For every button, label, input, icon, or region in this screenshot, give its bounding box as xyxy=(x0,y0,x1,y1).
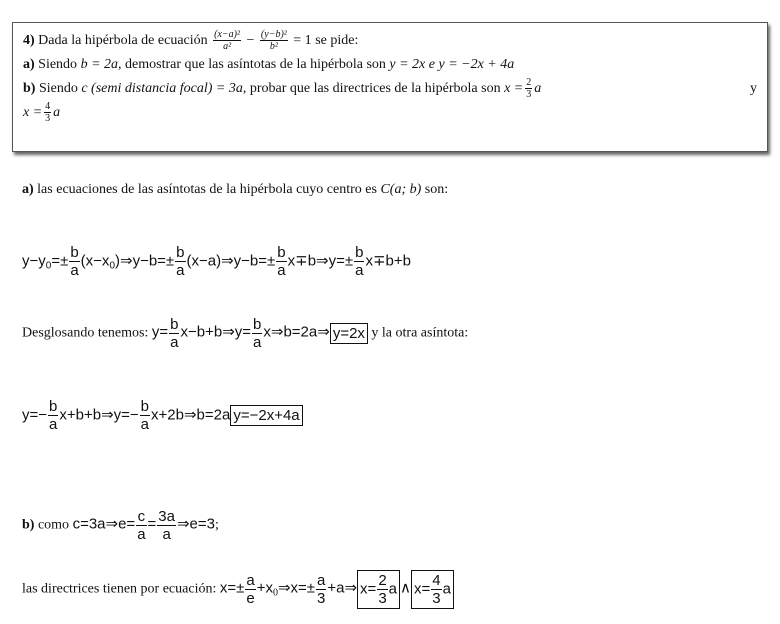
ecc-frac-1-den: a xyxy=(137,526,146,543)
asymptote-derivation-equation xyxy=(22,244,411,279)
eccentricity-line xyxy=(22,508,219,543)
directrix-2-pre: x = xyxy=(23,105,43,120)
directrix-1-post: a xyxy=(534,81,542,96)
eq1-frac-2-den: a xyxy=(176,262,185,279)
result-directrix-1 xyxy=(357,570,400,609)
eq-fraction-2 xyxy=(260,29,288,52)
ecc-frac-2-den: a xyxy=(162,526,171,543)
part-a-condition: b = 2a xyxy=(80,57,119,72)
dir-part-1: x=± xyxy=(219,579,245,597)
part-b-y: y xyxy=(750,81,757,96)
part-a-asymptote-1: y = 2x xyxy=(389,57,426,72)
ecc-frac-2-num: 3a xyxy=(158,508,175,525)
breakdown-frac-1-num: b xyxy=(170,316,179,333)
ecc-semicolon: ; xyxy=(215,517,219,533)
eq1-frac-2-num: b xyxy=(176,244,185,261)
eq3-frac-2 xyxy=(140,398,150,433)
eq1-part-6: x∓b⇒y=± xyxy=(287,252,354,270)
breakdown-frac-2-den: a xyxy=(253,334,262,351)
part-b-label: b) xyxy=(23,81,36,96)
eq1-frac-1-den: a xyxy=(70,262,79,279)
dir-sub-0: 0 xyxy=(272,587,278,599)
breakdown-part-1: y= xyxy=(151,323,169,341)
dir-part-2: +x xyxy=(256,579,273,597)
eq3-part-1: y=− xyxy=(22,406,48,424)
result-directrix-2-num: 4 xyxy=(432,572,441,589)
eq1-frac-4 xyxy=(354,244,364,279)
eq1-part-4: )⇒y−b=± xyxy=(115,252,175,270)
result-asymptote-2: y=−2x+4a xyxy=(230,405,302,426)
eq3-frac-2-num: b xyxy=(140,398,150,415)
directrix-1-num: 2 xyxy=(526,77,532,89)
dir-and: ∧ xyxy=(400,579,411,597)
directrix-1-den: 3 xyxy=(526,89,532,101)
eq1-part-7: x∓b+b xyxy=(365,252,411,270)
result-directrix-2-den: 3 xyxy=(432,590,441,607)
problem-number: 4) xyxy=(23,33,35,48)
solution-a-label: a) xyxy=(22,182,34,197)
breakdown-text: Desglosando tenemos: xyxy=(22,325,149,341)
eq-fraction-1-den: a² xyxy=(223,41,232,53)
eq3-frac-2-den: a xyxy=(140,416,150,433)
breakdown-tail: y la otra asíntota: xyxy=(371,325,469,341)
result-asymptote-1: y=2x xyxy=(330,323,368,344)
ecc-part-2: = xyxy=(147,515,157,533)
eq1-part-3: (x−x xyxy=(80,252,110,270)
directrix-2-fraction xyxy=(44,101,51,124)
dir-part-3: ⇒x=± xyxy=(277,579,316,597)
solution-a-intro-text: las ecuaciones de las asíntotas de la hipérbola cuyo centro es xyxy=(37,182,377,197)
problem-line-b-cont xyxy=(23,101,757,125)
eq3-frac-1-num: b xyxy=(49,398,58,415)
eq1-frac-3-num: b xyxy=(277,244,286,261)
result-directrix-2-pre: x= xyxy=(413,580,431,598)
part-b-text: Siendo xyxy=(38,81,78,96)
ecc-frac-1 xyxy=(136,508,146,543)
directrices-text: las directrices tienen por ecuación: xyxy=(22,581,217,597)
ecc-frac-1-num: c xyxy=(137,508,146,525)
problem-line-a xyxy=(23,53,757,77)
eq-fraction-2-num: (y−b)² xyxy=(260,29,287,41)
breakdown-frac-1 xyxy=(169,316,179,351)
eq3-part-2: x+b+b⇒y=− xyxy=(59,406,139,424)
directrix-1-pre: x = xyxy=(504,81,524,96)
problem-intro: Dada la hipérbola de ecuación xyxy=(38,33,208,48)
breakdown-part-2: x−b+b⇒y= xyxy=(180,323,252,341)
dir-frac-1-num: a xyxy=(246,572,255,589)
part-b-text-2: , probar que las directrices de la hipérbola son xyxy=(242,81,501,96)
result-directrix-1-post: a xyxy=(388,580,397,598)
eq1-frac-4-den: a xyxy=(355,262,364,279)
eq1-frac-3 xyxy=(276,244,286,279)
breakdown-part-3: x⇒b=2a⇒ xyxy=(263,323,330,341)
result-directrix-1-pre: x= xyxy=(360,580,377,598)
eq-rest: = 1 xyxy=(293,33,312,48)
eq-minus: − xyxy=(246,33,255,48)
eq1-sub-0b: 0 xyxy=(109,260,115,272)
dir-frac-2-num: a xyxy=(317,572,326,589)
eq1-sub-0: 0 xyxy=(45,260,52,272)
eq1-frac-3-den: a xyxy=(277,262,286,279)
ecc-frac-2 xyxy=(157,508,176,543)
solution-a-intro xyxy=(22,182,448,198)
solution-a-son: son: xyxy=(424,182,449,197)
part-a-conjunction: e xyxy=(428,57,435,72)
dir-part-4: +a⇒ xyxy=(327,579,358,597)
eq1-part-5: (x−a)⇒y−b=± xyxy=(186,252,276,270)
directrix-2-post: a xyxy=(53,105,61,120)
dir-frac-2 xyxy=(316,572,326,607)
dir-frac-1 xyxy=(245,572,255,607)
solution-b-label: b) xyxy=(22,517,35,533)
eq-fraction-1-num: (x−a)² xyxy=(214,29,241,41)
result-directrix-1-frac xyxy=(377,572,387,607)
directrix-2-num: 4 xyxy=(45,101,51,113)
eq3-frac-1 xyxy=(48,398,58,433)
problem-statement-box xyxy=(12,22,768,152)
ecc-part-3: ⇒e=3 xyxy=(176,515,215,533)
eq1-part-1: y−y xyxy=(22,252,46,270)
result-directrix-2-post: a xyxy=(442,580,451,598)
eq1-frac-1 xyxy=(69,244,79,279)
dir-frac-1-den: e xyxy=(246,590,255,607)
result-directrix-2-frac xyxy=(431,572,441,607)
directrix-1-fraction xyxy=(525,77,532,100)
part-a-text: Siendo xyxy=(38,57,78,72)
problem-pide: se pide: xyxy=(315,33,359,48)
problem-line-1 xyxy=(23,29,757,53)
eq-fraction-2-den: b² xyxy=(269,41,278,53)
result-directrix-2 xyxy=(411,570,454,609)
directrix-2-den: 3 xyxy=(45,113,51,125)
part-a-asymptote-2: y = −2x + 4a xyxy=(438,57,515,72)
problem-line-b xyxy=(23,77,757,101)
part-b-condition: c (semi distancia focal) = 3a xyxy=(81,81,243,96)
part-a-label: a) xyxy=(23,57,35,72)
eq1-part-2: =± xyxy=(51,252,69,270)
breakdown-frac-1-den: a xyxy=(170,334,179,351)
eq1-frac-1-num: b xyxy=(70,244,79,261)
breakdown-frac-2-num: b xyxy=(253,316,262,333)
eq3-frac-1-den: a xyxy=(49,416,58,433)
breakdown-line xyxy=(22,316,468,351)
eq1-frac-4-num: b xyxy=(355,244,364,261)
eq-fraction-1 xyxy=(213,29,241,52)
directrices-line xyxy=(22,570,454,609)
eq3-part-3: x+2b⇒b=2a xyxy=(151,406,231,424)
result-directrix-1-num: 2 xyxy=(378,572,387,589)
second-asymptote-equation xyxy=(22,398,303,433)
solution-center: C(a; b) xyxy=(380,182,422,197)
part-a-text-2: , demostrar que las asíntotas de la hipérbola son xyxy=(118,57,386,72)
dir-frac-2-den: 3 xyxy=(317,590,326,607)
result-directrix-1-den: 3 xyxy=(378,590,387,607)
eq1-frac-2 xyxy=(175,244,185,279)
breakdown-frac-2 xyxy=(252,316,262,351)
ecc-part-1: c=3a⇒e= xyxy=(72,515,136,533)
solution-b-como: como xyxy=(37,517,70,533)
